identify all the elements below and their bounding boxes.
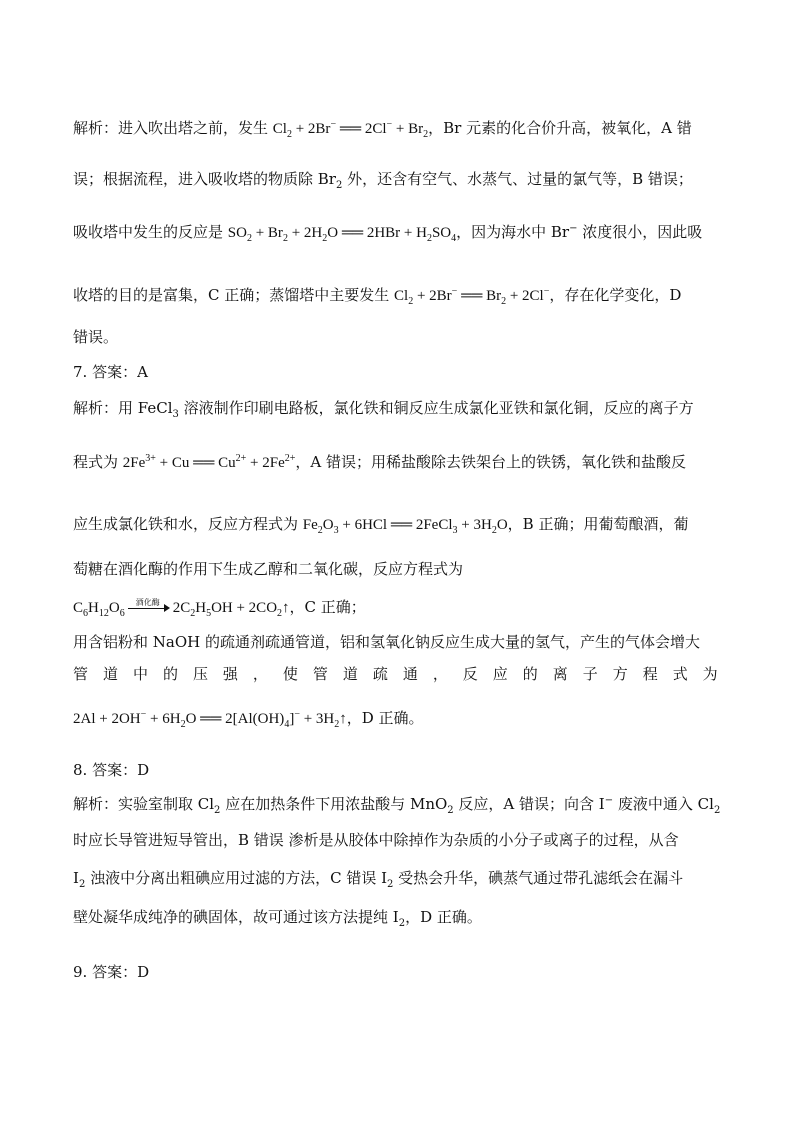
text-line-19: 壁处凝华成纯净的碘固体，故可通过该方法提纯 $I_2$，D 正确。 [73, 908, 482, 929]
text-line-11: $C_6H_{12}O_6$ 酒化酶 $2C_2H_5OH$ + $2CO_2↑$，C 正确； [73, 597, 366, 618]
spaced-char: 程 [642, 665, 658, 683]
spaced-char: ， [252, 665, 268, 683]
text-line-7: 解析：用 FeCl$_3$ 溶液制作印刷电路板，氯化铁和铜反应生成氯化亚铁和氯化铜，反应的离子方 [73, 399, 694, 420]
spaced-char: 方 [612, 665, 628, 683]
spaced-char: 管 [312, 665, 328, 683]
spaced-char: 的 [162, 665, 178, 683]
text-line-9: 应生成氯化铁和水，反应方程式为 $Fe_2O_3 + 6HCl$ ══ 2FeCl$_3$ + $3H_2O$，B 正确；用葡萄酿酒，葡 [73, 515, 689, 536]
spaced-char: 中 [132, 665, 148, 683]
spaced-char: 道 [342, 665, 358, 683]
text-line-1: 解析：进入吹出塔之前，发生 $Cl_2 + 2Br^-$ ══ $2Cl^- + Br_2$，Br 元素的化合价升高，被氧化，A 错 [73, 119, 692, 140]
spaced-char: 为 [702, 665, 718, 683]
text-line-3: 吸收塔中发生的反应是 $SO_2 + Br_2 + 2H_2O$ ══ $2HBr + H_2SO_4$，因为海水中 Br− 浓度很小，因此吸 [73, 223, 703, 244]
text-line-18: $I_2$ 浊液中分离出粗碘应用过滤的方法，C 错误 $I_2$ 受热会升华，碘蒸气通过带孔滤纸会在漏斗 [73, 869, 684, 890]
answer-8: 8. 答案：D [73, 761, 150, 779]
text-line-13-spaced [73, 664, 718, 684]
spaced-char: 强 [222, 665, 238, 683]
spaced-char: 道 [102, 665, 118, 683]
reaction-arrow [128, 598, 170, 614]
text-line-8: 程式为 $2Fe^{3+} + Cu$ ══ $Cu^{2+} + 2Fe^{2+}$，A 错误；用稀盐酸除去铁架台上的铁锈，氧化铁和盐酸反 [73, 453, 687, 471]
answer-9: 9. 答案：D [73, 963, 150, 981]
spaced-char: 压 [192, 665, 208, 683]
text-line-5: 错误。 [73, 328, 119, 346]
spaced-char: 式 [672, 665, 688, 683]
spaced-char: 离 [552, 665, 568, 683]
spaced-char: ， [432, 665, 448, 683]
text-line-16: 解析：实验室制取 $Cl_2$ 应在加热条件下用浓盐酸与 MnO$_2$ 反应，A 错误；向含 I− 废液中通入 $Cl_2$ [73, 795, 721, 816]
text-line-4: 收塔的目的是富集，C 正确；蒸馏塔中主要发生 $Cl_2 + 2Br^-$ ══ $Br_2 + 2Cl^-$，存在化学变化，D [73, 286, 682, 307]
text-line-12: 用含铝粉和 NaOH 的疏通剂疏通管道，铝和氢氧化钠反应生成大量的氢气，产生的气体会增大 [73, 633, 700, 651]
spaced-char: 的 [522, 665, 538, 683]
spaced-char: 疏 [372, 665, 388, 683]
catalyst-label: 酒化酶 [135, 598, 160, 607]
spaced-char: 反 [462, 665, 478, 683]
spaced-char: 子 [582, 665, 598, 683]
spaced-char: 管 [73, 665, 89, 683]
text-line-17: 时应长导管进短导管出，B 错误 渗析是从胶体中除掉作为杂质的小分子或离子的过程，从含 [73, 831, 679, 849]
answer-7: 7. 答案：A [73, 363, 148, 381]
spaced-char: 通 [402, 665, 418, 683]
text-line-14: $2Al + 2OH^- + 6H_2O$ ══ $2[Al(OH)_4]^-$ + $3H_2↑$，D 正确。 [73, 709, 424, 730]
text-line-10: 萄糖在酒化酶的作用下生成乙醇和二氧化碳，反应方程式为 [73, 560, 464, 578]
spaced-char: 使 [282, 665, 298, 683]
spaced-char: 应 [492, 665, 508, 683]
text-line-2: 误；根据流程，进入吸收塔的物质除 $Br_2$ 外，还含有空气、水蒸气、过量的氯气等，B 错误； [73, 170, 693, 191]
